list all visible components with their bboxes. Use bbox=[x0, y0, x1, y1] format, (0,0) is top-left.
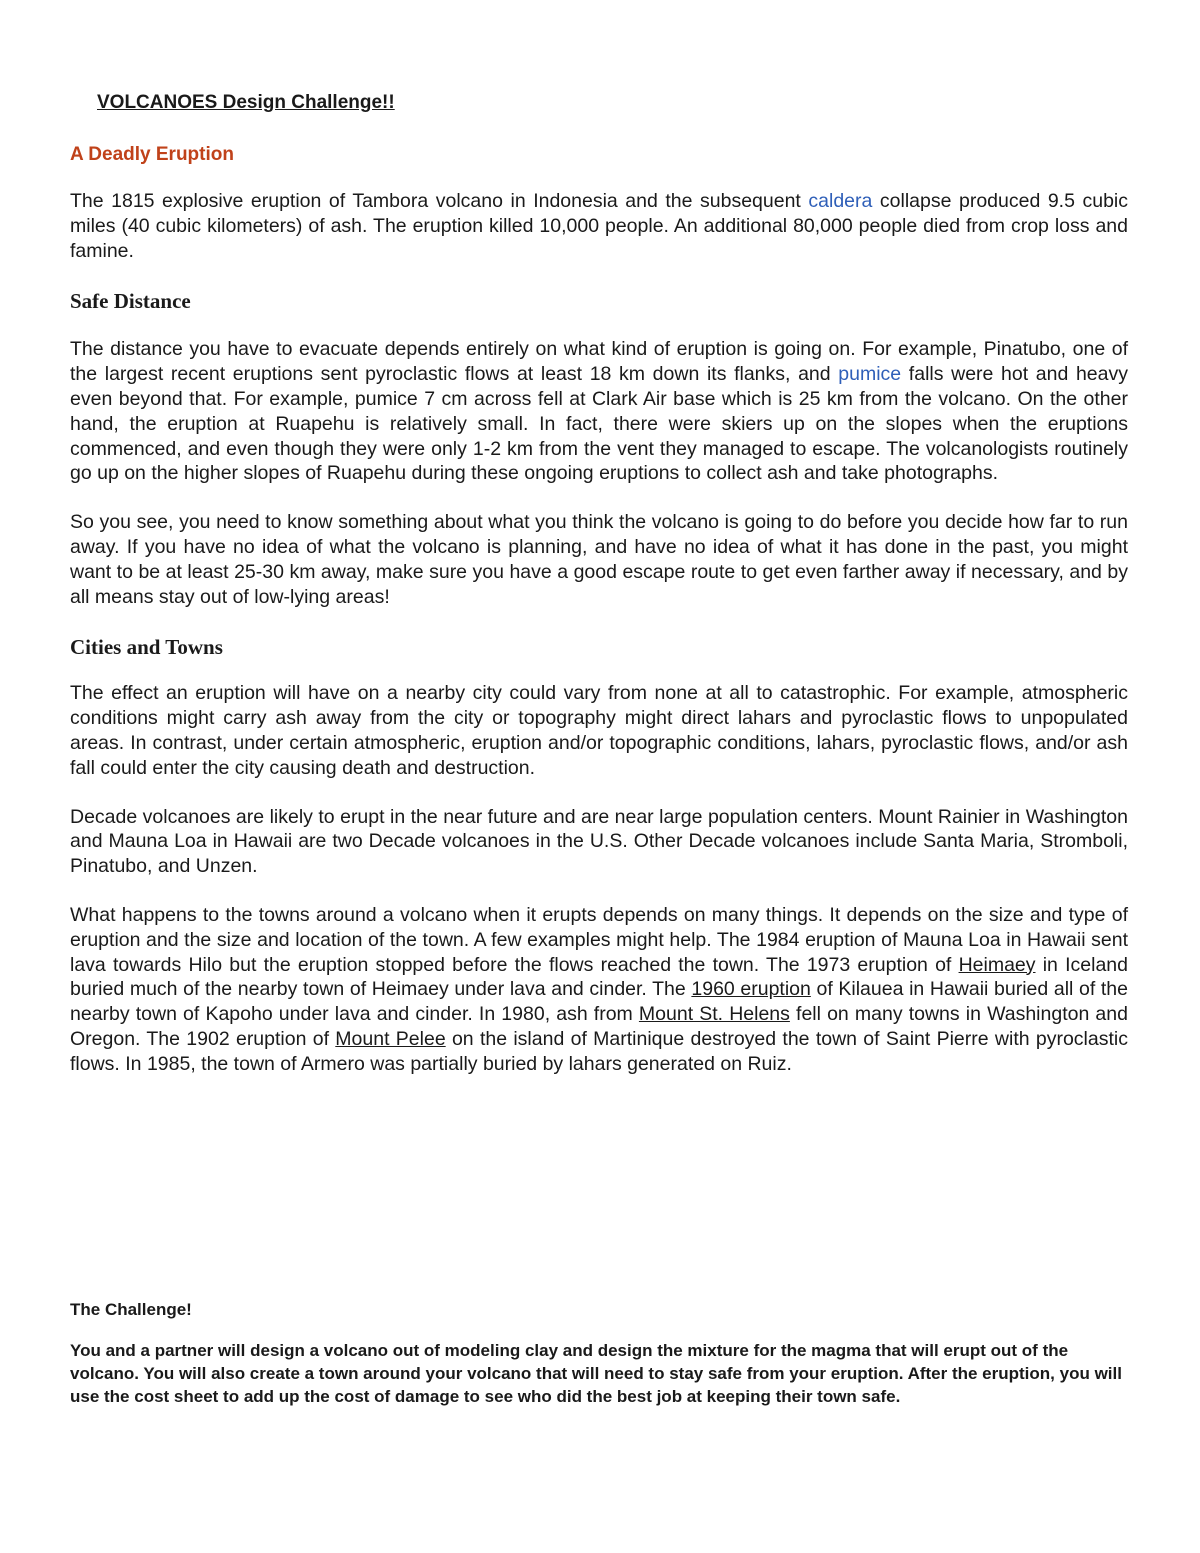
link-mount-pelee[interactable]: Mount Pelee bbox=[335, 1027, 446, 1050]
paragraph-so-you-see: So you see, you need to know something about what you think the volcano is going to do before you decide how far to run away. If you have no idea of what the volcano is planning, and have no idea of what it has done in the past, you might want to be at least 25-30 km away, make sure you have a good escape route to get even farther away if necessary, and by all means stay out of low-lying areas! bbox=[70, 511, 1128, 608]
document-page bbox=[70, 90, 1128, 1408]
text-run: in Iceland buried much of the nearby town of Heimaey under lava and cinder. The bbox=[70, 953, 1128, 1001]
text-run: What happens to the towns around a volcano when it erupts depends on many things. It depends on the size and type of eruption and the size and location of the town. A few examples might help. The 1984 eruption of Mauna Loa in Hawaii sent lava towards Hilo but the eruption stopped before the flows reached the town. The 1973 eruption of bbox=[70, 903, 1128, 976]
heading-the-challenge: The Challenge! bbox=[70, 1299, 192, 1319]
link-mount-st-helens[interactable]: Mount St. Helens bbox=[638, 1003, 790, 1026]
paragraph-evacuate bbox=[70, 337, 1128, 486]
text-run: The distance you have to evacuate depends entirely on what kind of eruption is going on. For example, Pinatubo, one of the largest recent eruptions sent pyroclastic flows at least 18 km down its flanks, and bbox=[70, 338, 1128, 386]
link-heimaey[interactable]: Heimaey bbox=[958, 953, 1036, 976]
paragraph-tambora bbox=[70, 189, 1128, 263]
heading-deadly-eruption: A Deadly Eruption bbox=[70, 144, 234, 165]
heading-safe-distance: Safe Distance bbox=[70, 289, 191, 314]
heading-cities-and-towns: Cities and Towns bbox=[70, 635, 223, 660]
link-1960-eruption[interactable]: 1960 eruption bbox=[691, 978, 811, 1001]
link-caldera[interactable]: caldera bbox=[808, 190, 873, 212]
link-pumice[interactable]: pumice bbox=[838, 363, 902, 386]
text-run: of Kilauea in Hawaii buried all of the nearby town of Kapoho under lava and cinder. In 1980, ash from bbox=[70, 978, 1129, 1026]
paragraph-challenge-instructions: You and a partner will design a volcano out of modeling clay and design the mixture for the magma that will erupt out of the volcano. You will also create a town around your volcano that will need to stay safe from your eruption. After the eruption, you will use the cost sheet to add up the cost of damage to see who did the best job at keeping their town safe. bbox=[70, 1340, 1122, 1406]
paragraph-decade-volcanoes: Decade volcanoes are likely to erupt in the near future and are near large population centers. Mount Rainier in Washington and Mauna Loa in Hawaii are two Decade volcanoes in the U.S. Other Decade volcanoes include Santa Maria, Stromboli, Pinatubo, and Unzen. bbox=[70, 805, 1128, 878]
paragraph-city-effect: The effect an eruption will have on a nearby city could vary from none at all to catastrophic. For example, atmospheric conditions might carry ash away from the city or topography might direct lahars and pyroclastic flows to unpopulated areas. In contrast, under certain atmospheric, eruption and/or topographic conditions, lahars, pyroclastic flows, and/or ash fall could enter the city causing death and destruction. bbox=[70, 682, 1128, 779]
text-run: The 1815 explosive eruption of Tambora volcano in Indonesia and the subsequent bbox=[70, 190, 809, 212]
paragraph-towns-examples bbox=[70, 903, 1128, 1077]
text-run: fell on many towns in Washington and Oregon. The 1902 eruption of bbox=[70, 1003, 1128, 1050]
text-run: on the island of Martinique destroyed the town of Saint Pierre with pyroclastic flows. In 1985, the town of Armero was partially buried by lahars generated on Ruiz. bbox=[70, 1027, 1128, 1075]
text-run: collapse produced 9.5 cubic miles (40 cubic kilometers) of ash. The eruption killed 10,000 people. An additional 80,000 people died from crop loss and famine. bbox=[70, 190, 1128, 262]
document-title: VOLCANOES Design Challenge!! bbox=[97, 92, 395, 113]
text-run: falls were hot and heavy even beyond that. For example, pumice 7 cm across fell at Clark Air base which is 25 km from the volcano. On the other hand, the eruption at Ruapehu is relatively small. In fact, there were skiers up on the slopes when the eruptions commenced, and even though they were only 1-2 km from the vent they managed to escape. The volcanologists routinely go up on the higher slopes of Ruapehu during these ongoing eruptions to collect ash and take photographs. bbox=[70, 363, 1129, 485]
